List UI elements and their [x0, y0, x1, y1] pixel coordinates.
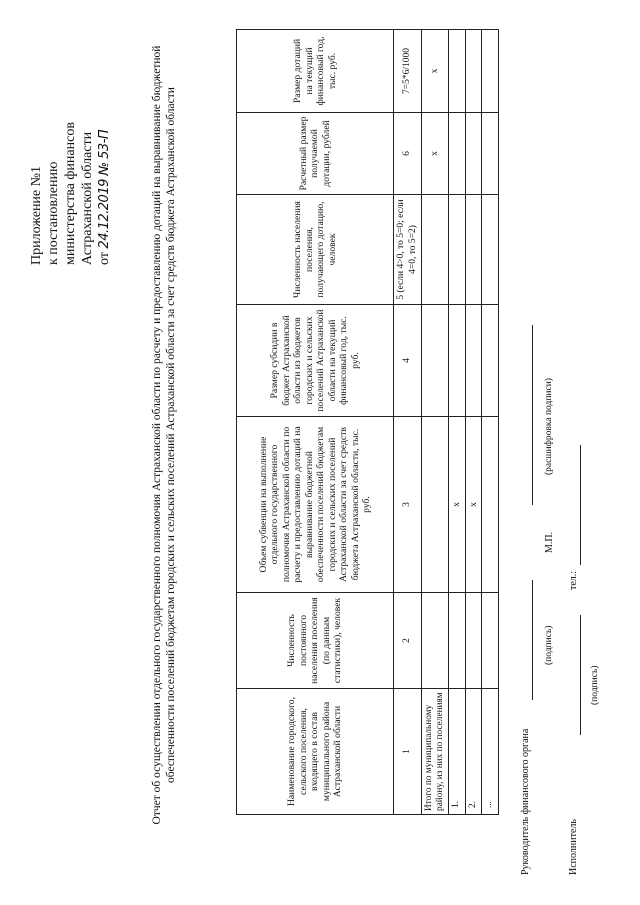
header-grant-size: Размер дотаций на текущий финансовый год, тыс. руб. — [237, 30, 394, 113]
table-cell — [482, 417, 499, 593]
column-number: 1 — [394, 689, 422, 815]
executor-signature-line — [580, 615, 581, 735]
appendix-line-1: Приложение №1 — [29, 166, 44, 265]
table-cell — [465, 593, 482, 689]
appendix-header — [28, 25, 113, 265]
header-settlement-name: Наименование городского, сельского поселения, входящего в состав муниципального района Астраханской области — [237, 689, 394, 815]
column-number: 6 — [394, 113, 422, 195]
table-cell — [422, 593, 449, 689]
header-population: Численность постоянного населения поселения (по данным статистики), человек — [237, 593, 394, 689]
table-number-row — [394, 30, 422, 815]
table-cell — [482, 593, 499, 689]
table-cell — [422, 417, 449, 593]
table-row — [482, 30, 499, 815]
report-table — [236, 29, 499, 815]
stamp-placeholder: М.П. — [544, 531, 555, 553]
table-cell: x — [422, 113, 449, 195]
header-subsidy-size: Размер субсидии в бюджет Астраханской области из бюджетов городских и сельских поселений Астраханской области на текущий финансовый год, тыс. руб. — [237, 305, 394, 417]
table-cell — [465, 113, 482, 195]
row-label: ... — [482, 689, 499, 815]
table-header-row — [237, 30, 394, 815]
table-cell — [449, 195, 466, 305]
appendix-line-2: к постановлению — [46, 161, 61, 265]
executor-signature-caption: (подпись) — [590, 665, 600, 705]
row-label: 1. — [449, 689, 466, 815]
table-cell: x — [449, 417, 466, 593]
head-signature-caption: (подпись) — [544, 625, 554, 665]
phone-line — [580, 445, 581, 565]
table-cell — [449, 593, 466, 689]
header-calculated-grant: Расчетный размер получаемой дотации, рублей — [237, 113, 394, 195]
table-row — [449, 30, 466, 815]
table-cell — [482, 195, 499, 305]
appendix-line-3: министерства финансов — [63, 122, 78, 265]
appendix-date-prefix: от — [97, 252, 112, 265]
header-subvention-volume: Объем субвенции на выполнение отдельного государственного полномочия Астраханской области по расчету и предоставлению дотаций на выравнивание бюджетной обеспеченности поселений бюджетам городских и сельских поселений Астраханской области за счет средств бюджета Астраханской области, тыс. руб. — [237, 417, 394, 593]
table-cell — [449, 113, 466, 195]
decipher-caption: (расшифровка подписи) — [544, 378, 554, 475]
header-population-receiving: Численность населения поселения, получающего дотацию, человек — [237, 195, 394, 305]
table-cell — [482, 305, 499, 417]
column-number: 2 — [394, 593, 422, 689]
column-number: 4 — [394, 305, 422, 417]
report-table-container — [236, 30, 499, 815]
table-cell — [482, 113, 499, 195]
row-label: 2. — [465, 689, 482, 815]
appendix-date-line — [96, 25, 113, 265]
appendix-line-4: Астраханской области — [80, 131, 95, 265]
column-number: 7=5*6/1000 — [394, 30, 422, 113]
phone-label: тел.: — [568, 570, 579, 590]
executor-label: Исполнитель — [568, 819, 579, 875]
table-cell — [422, 305, 449, 417]
column-number: 5 (если 4>0, то 5=0; если 4=0, то 5=2) — [394, 195, 422, 305]
table-cell — [465, 195, 482, 305]
appendix-date-handwritten: 24.12.2019 № 53-П — [97, 129, 112, 249]
report-title: Отчет об осуществлении отдельного государственного полномочия Астраханской области по расчету и предоставлению дотаций на выравнивание бюджетной обеспеченности поселений бюджетам городских и сельских поселений Астраханской области за счет средств бюджета Астраханской области — [151, 45, 177, 825]
column-number: 3 — [394, 417, 422, 593]
table-cell — [449, 30, 466, 113]
head-of-finance-label: Руководитель финансового органа — [520, 728, 531, 875]
table-cell — [422, 195, 449, 305]
table-cell: x — [465, 417, 482, 593]
table-cell — [465, 30, 482, 113]
table-cell — [465, 305, 482, 417]
table-row — [465, 30, 482, 815]
table-cell — [449, 305, 466, 417]
table-cell — [482, 30, 499, 113]
table-row-total — [422, 30, 449, 815]
table-cell: x — [422, 30, 449, 113]
total-row-label: Итого по муниципальному району, из них по поселениям — [422, 689, 449, 815]
head-decipher-line — [532, 325, 533, 505]
head-signature-line — [532, 580, 533, 700]
